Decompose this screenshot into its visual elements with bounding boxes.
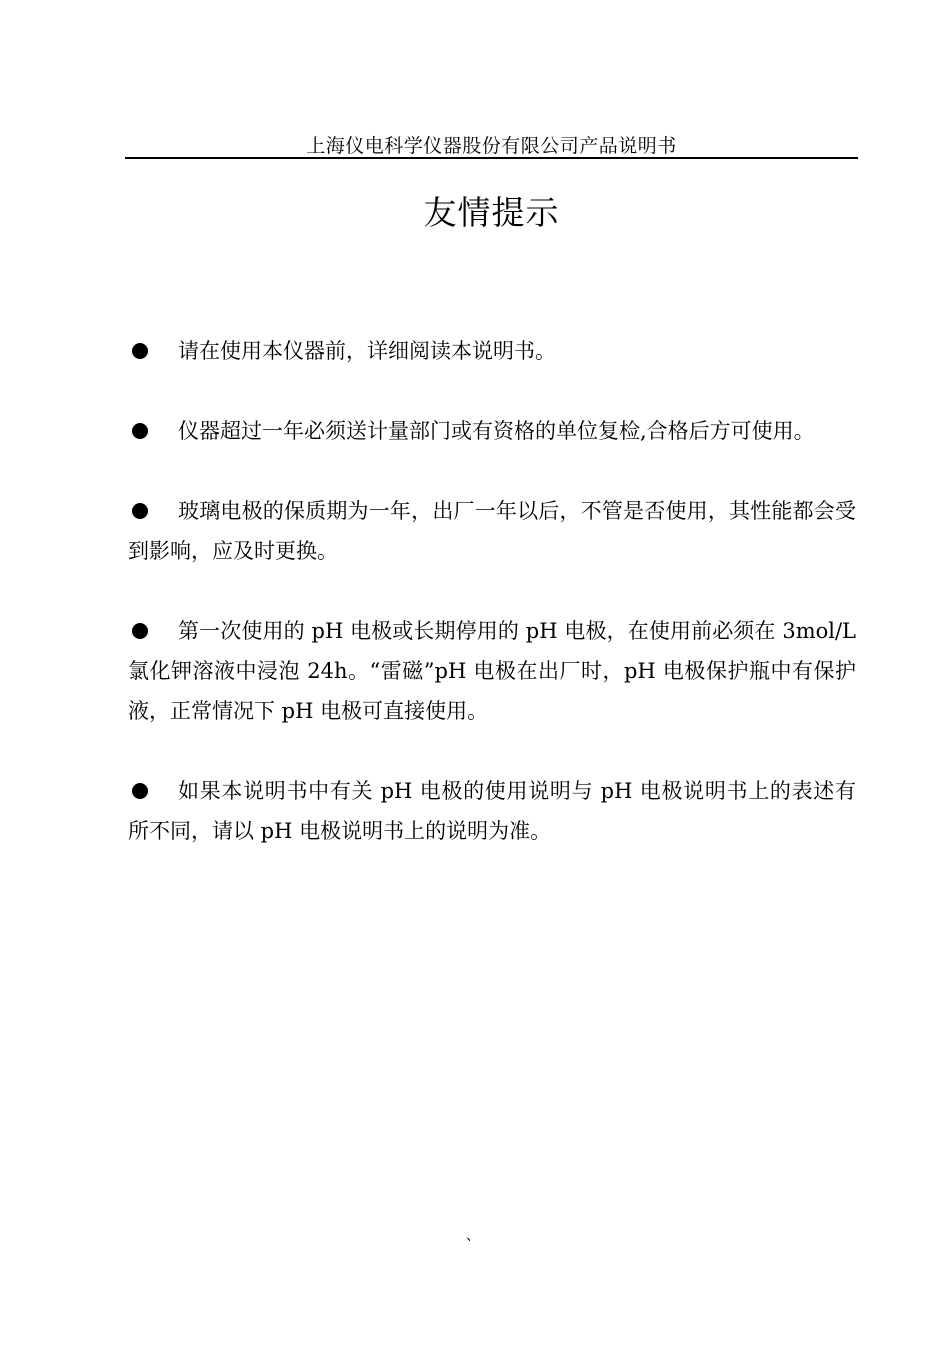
header-rule	[125, 157, 858, 159]
bullet-icon	[132, 423, 148, 439]
document-header: 上海仪电科学仪器股份有限公司产品说明书	[306, 135, 677, 157]
bullet-icon	[132, 623, 148, 639]
footer-mark: 、	[466, 1228, 480, 1244]
bullet-icon	[132, 503, 148, 519]
notice-item	[128, 331, 856, 371]
notice-text: 如果本说明书中有关 pH 电极的使用说明与 pH 电极说明书上的表述有所不同，请以 pH 电极说明书上的说明为准。	[128, 779, 856, 843]
notice-item	[128, 611, 856, 731]
notice-list	[128, 331, 856, 891]
notice-item	[128, 411, 856, 451]
notice-text: 玻璃电极的保质期为一年，出厂一年以后，不管是否使用，其性能都会受到影响，应及时更换。	[128, 499, 856, 563]
notice-item	[128, 491, 856, 571]
notice-item	[128, 771, 856, 851]
notice-text: 请在使用本仪器前，详细阅读本说明书。	[178, 339, 556, 363]
bullet-icon	[132, 343, 148, 359]
notice-text: 仪器超过一年必须送计量部门或有资格的单位复检,合格后方可使用。	[178, 419, 815, 443]
notice-text: 第一次使用的 pH 电极或长期停用的 pH 电极，在使用前必须在 3mol/L 氯化钾溶液中浸泡 24h。“雷磁”pH 电极在出厂时，pH 电极保护瓶中有保护液，正常情况下 pH 电极可直接使用。	[128, 619, 856, 723]
page-title: 友情提示	[423, 193, 560, 232]
bullet-icon	[132, 783, 148, 799]
